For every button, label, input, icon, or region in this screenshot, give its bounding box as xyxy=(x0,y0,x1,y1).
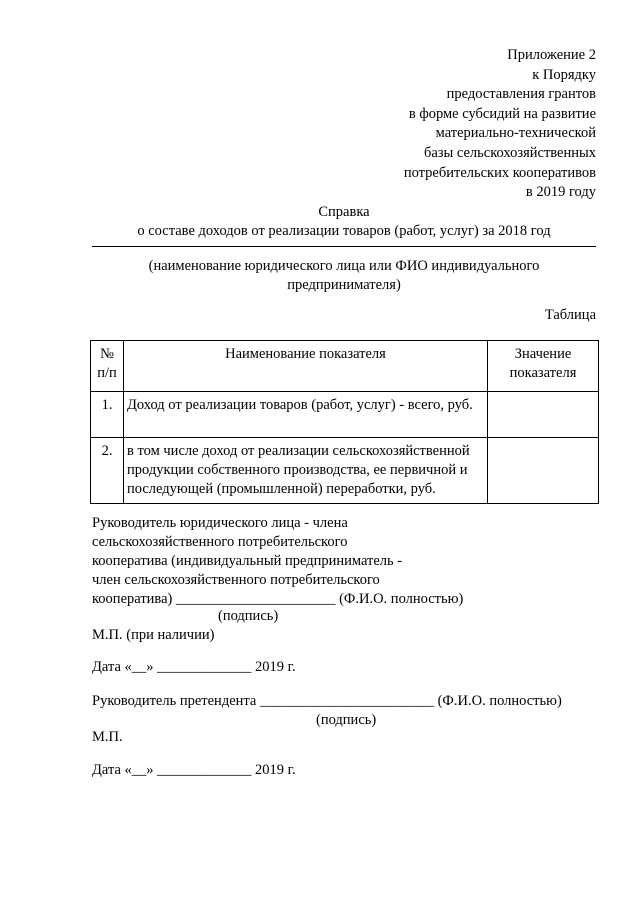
appendix-line: материально-технической xyxy=(435,125,596,142)
appendix-line: в форме субсидий на развитие xyxy=(408,105,596,122)
appendix-line: к Порядку xyxy=(532,66,596,83)
table-row xyxy=(91,438,599,504)
applicant-signature-line: Руководитель претендента ________________________ (Ф.И.О. полностью) xyxy=(92,693,562,709)
document-subtitle: о составе доходов от реализации товаров (работ, услуг) за 2018 год xyxy=(137,223,551,239)
appendix-line: предоставления грантов xyxy=(446,86,596,103)
header-value xyxy=(488,341,599,392)
date-line: Дата «__» _____________ 2019 г. xyxy=(92,659,296,675)
appendix-header xyxy=(404,46,596,203)
header-value-line2: показателя xyxy=(509,365,577,381)
signer-signature-line: кооператива) ______________________ (Ф.И.О. полностью) xyxy=(92,591,464,607)
appendix-line: базы сельскохозяйственных xyxy=(423,144,596,161)
income-table xyxy=(90,340,599,504)
row-name: Доход от реализации товаров (работ, услуг) - всего, руб. xyxy=(124,392,488,438)
table-label: Таблица xyxy=(544,307,596,323)
signer-title-line1: Руководитель юридического лица - члена xyxy=(92,515,348,531)
stamp-note: М.П. (при наличии) xyxy=(92,627,215,643)
row-value[interactable] xyxy=(488,438,599,504)
appendix-line: в 2019 году xyxy=(525,184,596,201)
signer-title-line3: кооператива (индивидуальный предприниматель - xyxy=(92,553,403,569)
applicant-signature-caption: (подпись) xyxy=(316,712,377,728)
header-num-line1: № xyxy=(100,346,114,362)
signature-caption: (подпись) xyxy=(218,608,279,624)
table-header-row xyxy=(91,341,599,392)
document-title: Справка xyxy=(318,204,370,220)
row-num: 2. xyxy=(91,438,124,504)
applicant-stamp-note: М.П. xyxy=(92,729,123,745)
table-row xyxy=(91,392,599,438)
entity-name-line xyxy=(92,246,596,247)
entity-caption-cont: предпринимателя) xyxy=(287,277,401,293)
signer-title-line2: сельскохозяйственного потребительского xyxy=(92,534,348,550)
signer-title-line4: член сельскохозяйственного потребительского xyxy=(92,572,380,588)
entity-caption: (наименование юридического лица или ФИО индивидуального xyxy=(148,258,540,274)
applicant-date-line: Дата «__» _____________ 2019 г. xyxy=(92,762,296,778)
row-name: в том числе доход от реализации сельскохозяйственной продукции собственного производства, ее первичной и последующей (промышленной) переработки, руб. xyxy=(124,438,488,504)
header-value-line1: Значение xyxy=(514,346,572,362)
appendix-line: Приложение 2 xyxy=(507,47,596,63)
row-value[interactable] xyxy=(488,392,599,438)
row-num: 1. xyxy=(91,392,124,438)
header-num-line2: п/п xyxy=(97,365,117,381)
header-name: Наименование показателя xyxy=(124,341,488,392)
header-num xyxy=(91,341,124,392)
appendix-line: потребительских кооперативов xyxy=(403,164,596,181)
